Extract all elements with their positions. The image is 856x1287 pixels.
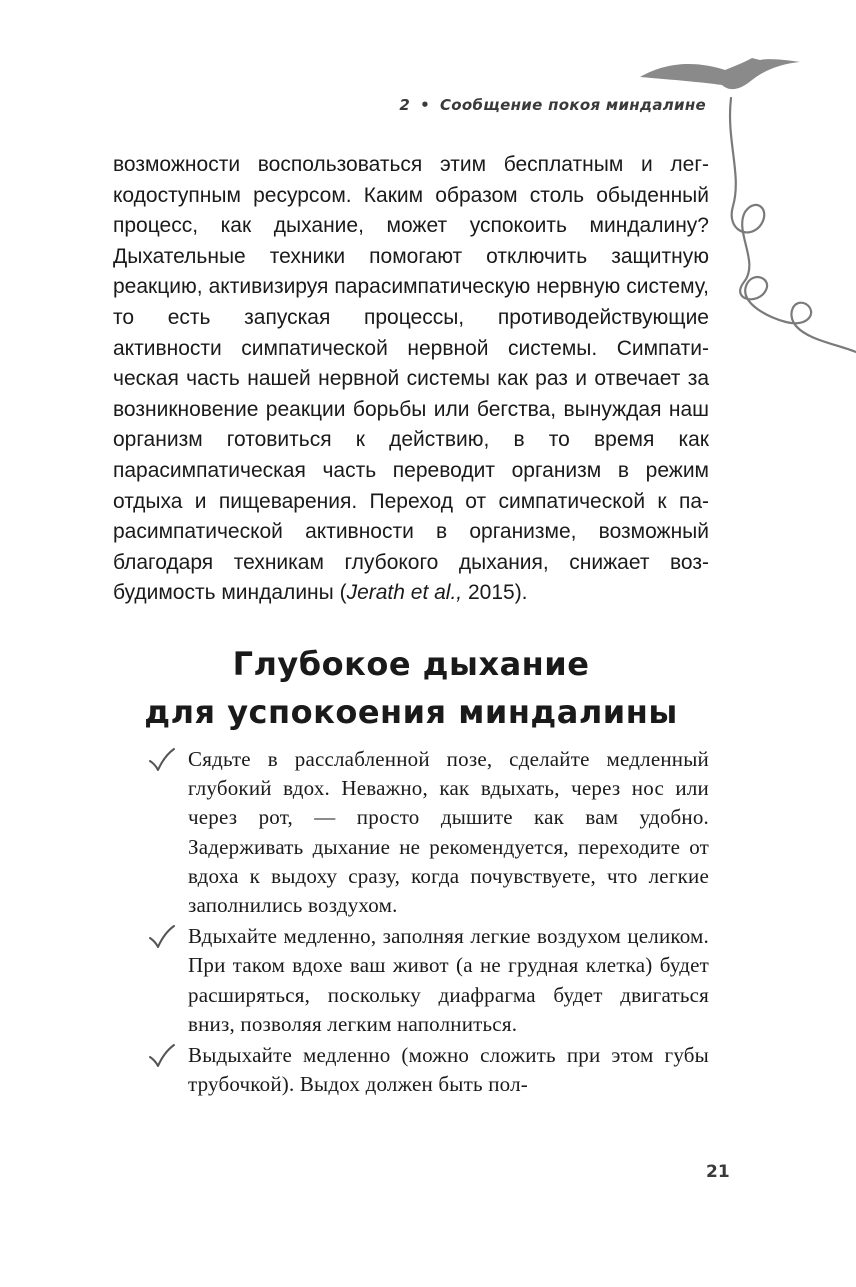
page-number: 21 — [706, 1162, 730, 1182]
chapter-title: Сообщение покоя миндалине — [439, 96, 706, 114]
checklist-item — [146, 922, 709, 1039]
checkmark-icon — [148, 1043, 176, 1069]
checklist-item — [146, 1041, 709, 1099]
section-heading — [113, 640, 709, 736]
checklist-item — [146, 745, 709, 920]
checkmark-icon — [148, 747, 176, 773]
checkmark-icon — [148, 924, 176, 950]
breathing-checklist — [146, 745, 709, 1101]
citation-author: Jerath et al., — [346, 581, 463, 605]
chapter-number: 2 — [399, 96, 411, 114]
running-header — [399, 96, 706, 114]
body-paragraph — [113, 150, 709, 609]
header-separator: • — [420, 96, 430, 114]
checklist-item-text: Выдыхайте медленно (можно сложить при этом губы трубочкой). Выдох должен быть пол- — [188, 1043, 709, 1097]
section-heading-line1: Глубокое дыхание — [232, 645, 590, 683]
section-heading-line2: для успокоения миндалины — [144, 693, 678, 731]
body-paragraph-text: возможности воспользоваться этим бесплатным и легкодоступным ресурсом. Каким образом столь обыденный процесс, как дыхание, может успокоить миндалину? Дыхательные техники помогают отключить защитную реакцию, активизируя парасимпатическую нервную систему, то есть запуская процессы, противодействующие активности симпатической нервной системы. Симпатическая часть нашей нервной системы как раз и отвечает за возникновение реакции борьбы или бегства, вынуждая наш организм готовиться к действию, в то время как парасимпатическая часть переводит организм в режим отдыха и пищеварения. Переход от симпатической к парасимпатической активности в организме, возможный благодаря техникам глубокого дыхания, снижает возбудимость миндалины ( — [113, 153, 709, 605]
checklist-item-text: Вдыхайте медленно, заполняя легкие воздухом целиком. При таком вдохе ваш живот (а не грудная клетка) будет расширяться, поскольку диафрагма будет двигаться вниз, позволяя легким наполниться. — [188, 924, 709, 1036]
citation-year: 2015). — [462, 581, 528, 605]
checklist-item-text: Сядьте в расслабленной позе, сделайте медленный глубокий вдох. Неважно, как вдыхать, через нос или через рот, — просто дышите как вам удобно. Задерживать дыхание не рекомендуется, переходите от вдоха к выдоху сразу, когда почувствуете, что легкие заполнились воздухом. — [188, 747, 709, 918]
